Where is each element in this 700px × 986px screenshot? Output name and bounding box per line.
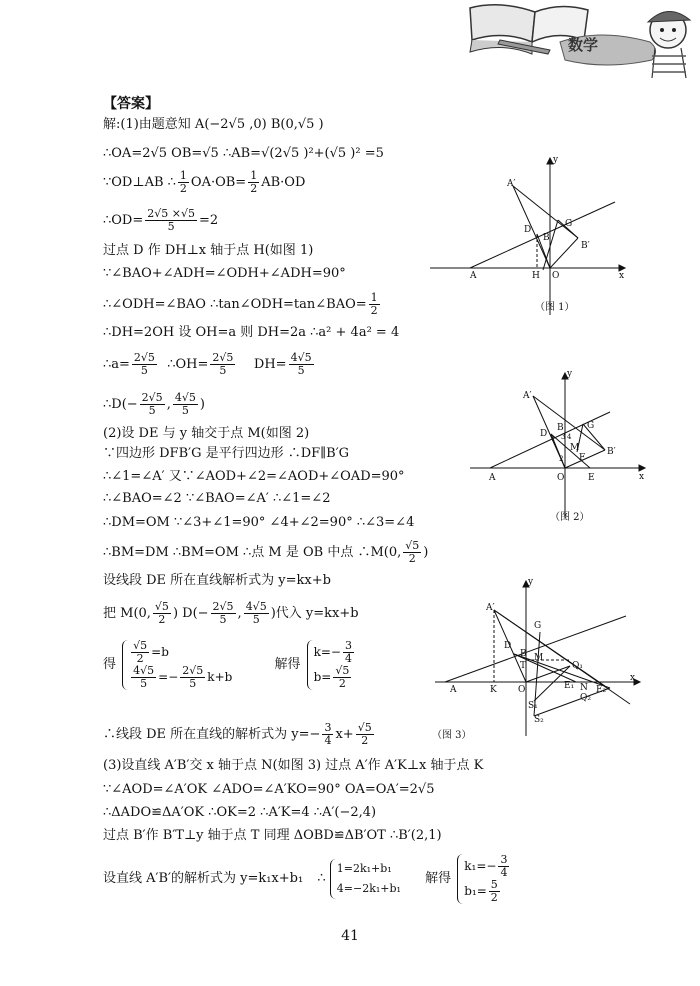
svg-text:x: x	[639, 472, 645, 482]
svg-text:D: D	[540, 429, 548, 439]
figure-3	[430, 576, 650, 746]
figure-2	[465, 368, 655, 528]
line-angle-1: ∴∠1=∠A′ 又∵∠AOD+∠2=∠AOD+∠OAD=90°	[103, 469, 405, 484]
svg-text:O: O	[518, 685, 526, 695]
line-m-midpoint: ∴BM=DM ∴BM=OM ∴点 M 是 OB 中点 ∴M(0, $\frac{√5}{2}$ )	[103, 539, 429, 565]
line-tan-equal: ∴∠ODH=∠BAO ∴tan∠ODH=tan∠BAO= $\frac{1}{2}$	[103, 291, 378, 317]
svg-text:A: A	[470, 271, 477, 281]
line-de-setup: 设线段 DE 所在直线解析式为 y=kx+b	[103, 573, 331, 588]
line-od-perp-ab: ∵OD⊥AB ∴ $\frac{1}{2}$ OA·OB= $\frac{1}{2}$ AB·OD	[103, 169, 306, 195]
svg-text:y: y	[567, 369, 573, 379]
svg-text:O: O	[557, 473, 565, 483]
line-angle-sum: ∵∠BAO+∠ADH=∠ODH+∠ADH=90°	[103, 266, 346, 281]
figure-1	[425, 150, 635, 320]
answer-heading: 【答案】	[103, 96, 159, 112]
line-parallelogram: ∵四边形 DFB′G 是平行四边形 ∴DF∥B′G	[103, 446, 350, 461]
svg-text:x: x	[619, 271, 625, 281]
svg-text:3: 3	[561, 433, 566, 441]
svg-text:A′: A′	[486, 603, 495, 613]
line-dh-2oh: ∴DH=2OH 设 OH=a 则 DH=2a ∴a² + 4a² = 4	[103, 325, 400, 340]
line-oa-ob-ab: ∴OA=2√5 OB=√5 ∴AB=√(2√5 )²+(√5 )² =5	[103, 146, 384, 161]
svg-text:E₁: E₁	[564, 681, 575, 691]
svg-text:G: G	[565, 219, 573, 229]
svg-text:B: B	[557, 423, 564, 433]
line-part3-intro: (3)设直线 A′B′交 x 轴于点 N(如图 3) 过点 A′作 A′K⊥x 轴于点 K	[103, 758, 484, 773]
svg-text:A′: A′	[507, 179, 516, 189]
line-dm-om: ∴DM=OM ∵∠3+∠1=90° ∠4+∠2=90° ∴∠3=∠4	[103, 515, 415, 530]
svg-text:Q₁: Q₁	[572, 661, 583, 671]
svg-text:4: 4	[567, 433, 572, 441]
svg-text:O: O	[552, 271, 560, 281]
line-od-value: ∴OD= $\frac{2√5 \times√5}{5}$ =2	[103, 207, 219, 233]
svg-text:H: H	[532, 271, 540, 281]
line-part2-intro: (2)设 DE 与 y 轴交于点 M(如图 2)	[103, 426, 310, 441]
line-given-points: 解:(1)由题意知 A(−2√5 ,0) B(0,√5 )	[103, 117, 324, 132]
svg-text:1: 1	[551, 435, 556, 443]
line-system-de: 得 $\frac{√5}{2}$ =b $\frac{4√5}{5}$ =− $\frac{2√5}{5}$ k+b 解得 k=− $\frac{3}{4}$ b= $\frac{√5}{2}$	[103, 640, 356, 706]
page-number: 41	[341, 928, 359, 944]
svg-text:A′: A′	[523, 391, 532, 401]
svg-text:A: A	[489, 473, 496, 483]
line-b-prime: 过点 B′作 B′T⊥y 轴于点 T 同理 ΔOBD≌ΔB′OT ∴B′(2,1)	[103, 828, 442, 843]
svg-text:G: G	[534, 621, 542, 631]
line-a-value: ∴a= $\frac{2√5}{5}$ ∴OH= $\frac{2√5}{5}$ DH= $\frac{4√5}{5}$	[103, 351, 312, 377]
svg-text:F: F	[579, 453, 586, 463]
svg-text:y: y	[553, 155, 559, 165]
svg-text:S₁: S₁	[528, 701, 538, 711]
line-ab-prime-system: 设直线 A′B′的解析式为 y=k₁x+b₁ ∴ 1=2k₁+b₁ 4=−2k₁+b₁ 解得 k₁=− $\frac{3}{4}$ b₁= $\frac{5}{2}$	[103, 854, 511, 914]
svg-text:B: B	[520, 649, 527, 659]
line-de-result: ∴线段 DE 所在直线的解析式为 y=− $\frac{3}{4}$ x+ $\frac{√5}{2}$	[103, 721, 372, 747]
fig3-caption: （图 3）	[432, 730, 472, 741]
svg-text:E₂: E₂	[596, 685, 607, 695]
svg-text:B′: B′	[607, 447, 616, 457]
svg-text:S₂: S₂	[534, 715, 544, 725]
fig1-caption: （图 1）	[535, 302, 575, 313]
svg-text:N: N	[580, 683, 588, 693]
line-dh-construction: 过点 D 作 DH⊥x 轴于点 H(如图 1)	[103, 243, 314, 258]
fig2-caption: （图 2）	[550, 512, 590, 523]
svg-text:K: K	[490, 685, 497, 695]
svg-text:T: T	[520, 661, 527, 671]
line-a-prime: ∴ΔADO≌ΔA′OK ∴OK=2 ∴A′K=4 ∴A′(−2,4)	[103, 805, 377, 820]
svg-text:B′: B′	[581, 241, 590, 251]
svg-text:2: 2	[559, 455, 564, 463]
svg-text:G: G	[587, 421, 595, 431]
svg-text:D: D	[524, 225, 532, 235]
line-angle-2: ∴∠BAO=∠2 ∵∠BAO=∠A′ ∴∠1=∠2	[103, 491, 331, 506]
svg-text:E: E	[588, 473, 595, 483]
header-decoration	[440, 0, 700, 80]
svg-text:x: x	[630, 673, 636, 683]
svg-text:B: B	[543, 233, 550, 243]
line-congruent-angles: ∵∠AOD=∠A′OK ∠ADO=∠A′KO=90° OA=OA′=2√5	[103, 782, 435, 797]
subject-label: 数学	[568, 36, 599, 54]
svg-text:D: D	[504, 641, 512, 651]
svg-text:M: M	[534, 653, 544, 663]
svg-text:Q₂: Q₂	[580, 693, 591, 703]
svg-text:A: A	[450, 685, 457, 695]
line-substitute: 把 M(0, $\frac{√5}{2}$ ) D(− $\frac{2√5}{5}$ , $\frac{4√5}{5}$ )代入 y=kx+b	[103, 600, 359, 626]
line-d-coordinates: ∴D(− $\frac{2√5}{5}$ , $\frac{4√5}{5}$ )	[103, 391, 205, 417]
svg-text:y: y	[528, 577, 534, 587]
svg-text:M: M	[570, 443, 580, 453]
